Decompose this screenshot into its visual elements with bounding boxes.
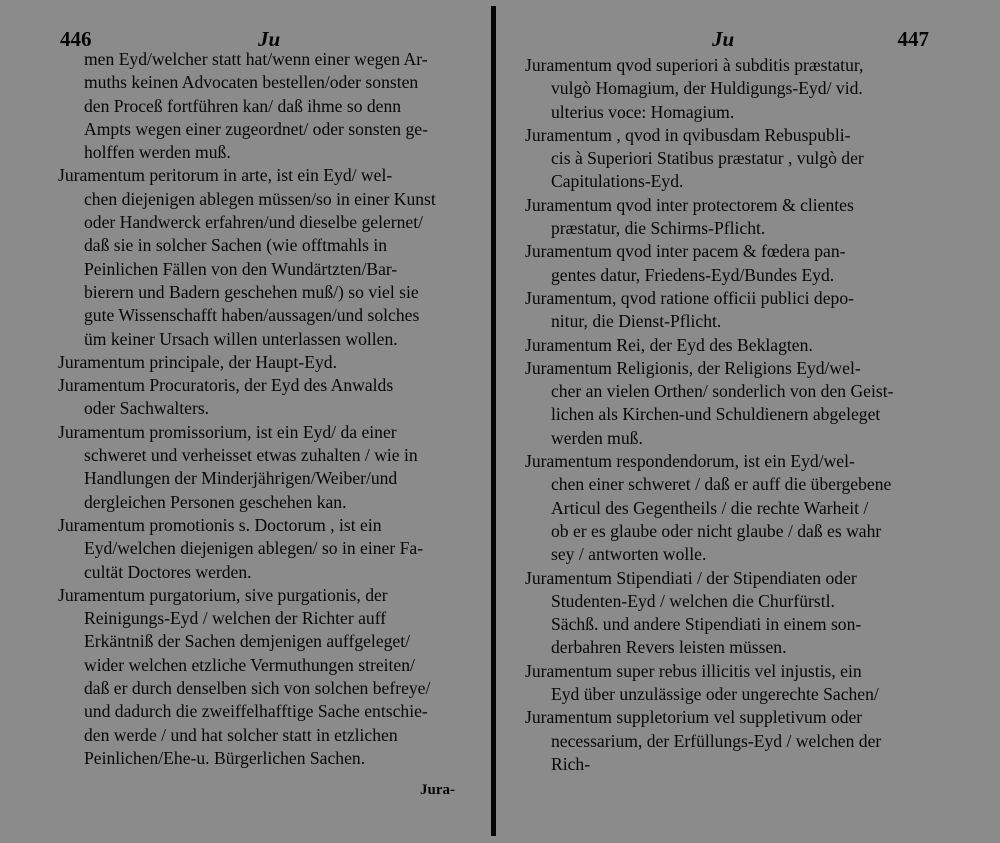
entry-line: muths keinen Advocaten bestellen/oder sonsten (84, 72, 419, 93)
left-catchword: Jura- (420, 782, 455, 798)
dictionary-entry (58, 514, 436, 584)
entry-line: Sächß. und andere Stipendiati in einem son- (551, 614, 862, 635)
entry-line: gute Wissenschafft haben/aussagen/und solches (84, 305, 420, 326)
entry-line: dergleichen Personen geschehen kan. (84, 491, 347, 512)
right-page (515, 0, 945, 774)
entry-line: Juramentum, qvod ratione officii publici depo- (525, 287, 854, 308)
dictionary-entry (525, 124, 893, 194)
entry-line: gentes datur, Friedens-Eyd/Bundes Eyd. (551, 264, 835, 285)
entry-line: Peinlichen Fällen von den Wundärtzten/Bar- (84, 258, 398, 279)
entry-line: Eyd über unzulässige oder ungerechte Sachen/ (551, 684, 879, 705)
right-page-body (525, 54, 893, 776)
entry-line: bierern und Badern geschehen muß/) so viel sie (84, 281, 419, 302)
entry-line: Juramentum Religionis, der Religions Eyd/wel- (525, 357, 861, 378)
entry-line: Juramentum promotionis s. Doctorum , ist ein (58, 514, 382, 535)
entry-line: men Eyd/welcher statt hat/wenn einer wegen Ar- (84, 49, 428, 69)
entry-line: chen diejenigen ablegen müssen/so in einer Kunst (84, 188, 436, 209)
entry-line: Juramentum qvod inter protectorem & clientes (525, 194, 854, 215)
entry-line: Handlungen der Minderjährigen/Weiber/und (84, 468, 398, 489)
entry-line: holffen werden muß. (84, 142, 231, 163)
entry-line: daß er durch denselben sich von solchen befreye/ (84, 678, 431, 699)
entry-line: Eyd/welchen diejenigen ablegen/ so in einer Fa- (84, 538, 424, 559)
dictionary-entry (525, 54, 893, 124)
entry-line: Juramentum , qvod in qvibusdam Rebuspubli- (525, 124, 851, 145)
dictionary-entry (58, 48, 436, 164)
entry-line: Erkäntniß der Sachen demjenigen auffgeleget/ (84, 631, 411, 652)
right-page-number: 447 (897, 27, 929, 51)
entry-line: nitur, die Dienst-Pflicht. (551, 311, 722, 332)
entry-line: ob er es glaube oder nicht glaube / daß es wahr (551, 520, 882, 541)
left-page-header (48, 0, 478, 51)
left-page (48, 0, 478, 798)
entry-line: ulterius voce: Homagium. (551, 101, 735, 122)
entry-line: Juramentum Rei, der Eyd des Beklagten. (525, 334, 813, 355)
entry-line: præstatur, die Schirms-Pflicht. (551, 218, 766, 239)
entry-line: sey / antworten wolle. (551, 544, 707, 565)
dictionary-entry (525, 357, 893, 450)
entry-line: daß sie in solcher Sachen (wie offtmahls in (84, 235, 388, 256)
entry-line: Juramentum Stipendiati / der Stipendiaten oder (525, 567, 857, 588)
entry-line: derbahren Revers leisten müssen. (551, 637, 787, 658)
entry-line: wider welchen etzliche Vermuthungen streiten/ (84, 654, 415, 675)
dictionary-entry (525, 450, 893, 566)
entry-line: Juramentum Procuratoris, der Eyd des Anwalds (58, 375, 394, 396)
entry-line: werden muß. (551, 427, 643, 448)
entry-line: Juramentum promissorium, ist ein Eyd/ da einer (58, 421, 397, 442)
dictionary-entry (525, 706, 893, 776)
entry-line: Juramentum peritorum in arte, ist ein Eyd/ wel- (58, 165, 393, 186)
dictionary-entry (58, 164, 436, 350)
entry-line: Studenten-Eyd / welchen die Churfürstl. (551, 590, 835, 611)
entry-line: Juramentum suppletorium vel suppletivum oder (525, 707, 863, 728)
left-running-head: Ju (258, 27, 281, 51)
dictionary-entry (525, 567, 893, 660)
entry-line: necessarium, der Erfüllungs-Eyd / welchen der (551, 730, 882, 751)
dictionary-entry (525, 194, 893, 241)
dictionary-entry (525, 334, 893, 357)
entry-line: cultät Doctores werden. (84, 561, 252, 582)
dictionary-entry (525, 287, 893, 334)
entry-line: Juramentum qvod superiori à subditis præstatur, (525, 55, 864, 75)
entry-line: Ampts wegen einer zugeordnet/ oder sonsten ge- (84, 118, 428, 139)
dictionary-entry (58, 421, 436, 514)
left-page-number: 446 (60, 27, 92, 51)
entry-line: Juramentum purgatorium, sive purgationis, der (58, 584, 388, 605)
entry-line: vulgò Homagium, der Huldigungs-Eyd/ vid. (551, 78, 863, 99)
entry-line: den Proceß fortführen kan/ daß ihme so denn (84, 95, 402, 116)
dictionary-entry (58, 374, 436, 421)
entry-line: Rich- (551, 753, 591, 774)
dictionary-entry (525, 660, 893, 707)
entry-line: oder Sachwalters. (84, 398, 210, 419)
entry-line: Peinlichen/Ehe-u. Bürgerlichen Sachen. (84, 747, 366, 768)
right-page-header (515, 0, 945, 51)
entry-line: chen einer schweret / daß er auff die übergebene (551, 474, 892, 495)
entry-line: Reinigungs-Eyd / welchen der Richter auff (84, 608, 387, 629)
entry-line: cis à Superiori Statibus præstatur , vulgò der (551, 148, 864, 169)
dictionary-entry (58, 351, 436, 374)
dictionary-entry (525, 240, 893, 287)
entry-line: Articul des Gegentheils / die rechte Warheit / (551, 497, 869, 518)
left-page-body (58, 48, 436, 770)
entry-line: lichen als Kirchen-und Schuldienern abgeleget (551, 404, 881, 425)
entry-line: den werde / und hat solcher statt in etzlichen (84, 724, 398, 745)
entry-line: Juramentum principale, der Haupt-Eyd. (58, 351, 337, 372)
entry-line: schweret und verheisset etwas zuhalten / wie in (84, 445, 418, 466)
entry-line: cher an vielen Orthen/ sonderlich von den Geist- (551, 381, 894, 402)
entry-line: und dadurch die zweiffelhafftige Sache entschie- (84, 701, 428, 722)
page-gutter (491, 6, 496, 836)
entry-line: Juramentum super rebus illicitis vel injustis, ein (525, 660, 862, 681)
entry-line: Juramentum qvod inter pacem & fœdera pan- (525, 241, 846, 262)
entry-line: üm keiner Ursach willen unterlassen wollen. (84, 328, 398, 349)
entry-line: oder Handwerck erfahren/und dieselbe gelernet/ (84, 212, 424, 233)
dictionary-entry (58, 584, 436, 770)
entry-line: Juramentum respondendorum, ist ein Eyd/wel- (525, 451, 855, 472)
entry-line: Capitulations-Eyd. (551, 171, 684, 192)
right-running-head: Ju (712, 27, 735, 51)
